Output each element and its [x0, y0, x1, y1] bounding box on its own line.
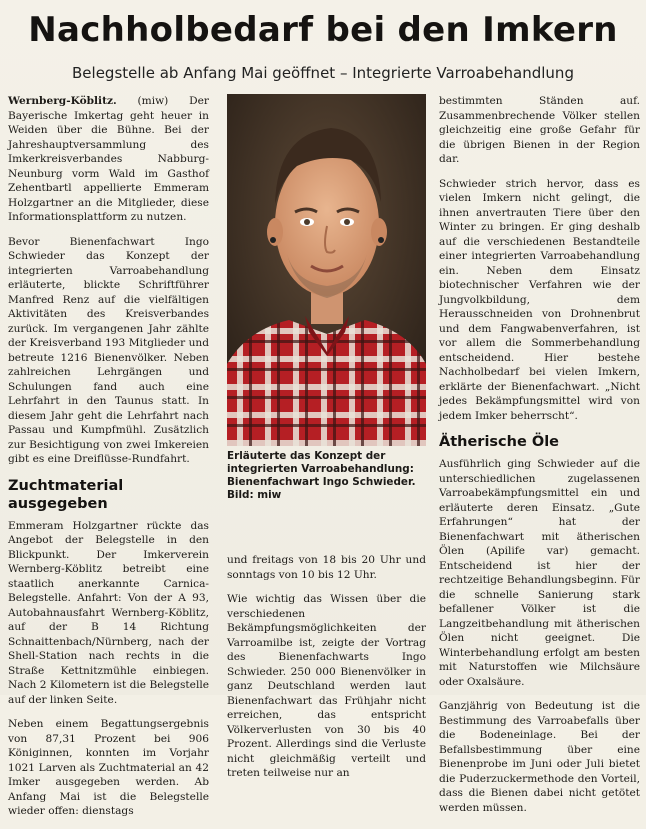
paragraph: Wie wichtig das Wissen über die verschiedenen Bekämpfungsmöglichkeiten der Varroamilbe ist, zeigte der Vortrag des Bienenfachwarts Ingo Schwieder. 250 000 Bienenvölker in ganz Deutschland werden laut Bienenfachwart das Frühjahr nicht erreichen, das entspricht Völkerverlusten von 30 bis 40 Prozent. Allerdings sind die Verluste nicht gleichmäßig verteilt und treten teilweise nur an — [227, 593, 426, 779]
photo-caption: Erläuterte das Konzept der integrierten Varroabehandlung: Bienenfachwart Ingo Schwieder. Bild: miw — [227, 450, 416, 501]
paragraph — [8, 94, 209, 225]
paragraph: bestimmten Ständen auf. Zusammenbrechende Völker stellen gleichzeitig eine große Gefahr für die übrigen Bienen in der Region dar. — [439, 95, 640, 165]
column-3 — [439, 94, 640, 825]
portrait-illustration — [227, 94, 426, 446]
paragraph: Ausführlich ging Schwieder auf die unterschiedlichen zugelassenen Varroabekämpfungsmittel ein und erläuterte deren Einsatz. „Gute Erfahrungen“ hat der Bienenfachwart mit ätherischen Ölen (Apilife var) gemacht. Entscheidend ist hier der rechtzeitige Behandlungsbeginn. Für die schnelle Sanierung stark befallener Völker ist die Langzeitbehandlung mit ätherischen Ölen nicht geeignet. Die Winterbehandlung erfolgt am besten mit Naturstoffen wie Milchsäure oder Oxalsäure. — [439, 458, 640, 688]
paragraph: Emmeram Holzgartner rückte das Angebot der Belegstelle in den Blickpunkt. Der Imkerverein Wernberg-Köblitz betreibt eine staatlich anerkannte Carnica-Belegstelle. Anfahrt: Von der A 93, Autobahnausfahrt Wernberg-Köblitz, auf der B 14 Richtung Schnaittenbach/Nürnberg, nach der Shell-Station nach rechts in die Straße Kettnitzmühle einbiegen. Nach 2 Kilometern ist die Belegstelle auf der linken Seite. — [8, 519, 209, 706]
section-heading: Ätherische Öle — [439, 434, 559, 450]
column-2 — [227, 553, 426, 791]
paragraph: Bevor Bienenfachwart Ingo Schwieder das Konzept der integrierten Varroabehandlung erläuterte, blickte Schriftführer Manfred Renz auf die vielfältigen Aktivitäten des Kreisverbandes zurück. Im vergangenen Jahr zählte der Kreisverband 193 Mitglieder und betreute 1216 Bienenvölker. Neben zahlreichen Lehrgängen und Schulungen fand auch eine Lehrfahrt in den Taunus statt. In diesem Jahr geht die Lehrfahrt nach Passau und Kumpfmühl. Zusätzlich zur Besichtigung von zwei Imkereien gibt es eine Dreiflüsse-Rundfahrt. — [8, 235, 209, 465]
paragraph: Ganzjährig von Bedeutung ist die Bestimmung des Varroabefalls über die Bodeneinlage. Bei der Befallsbestimmung über eine Bienenprobe im Juni oder Juli bietet die Puderzuckermethode den Vorteil, dass die Bienen dabei nicht getötet werden müssen. — [439, 700, 640, 814]
portrait-photo — [227, 94, 426, 446]
paragraph-text: (miw) Der Bayerische Imkertag geht heuer in Weiden über die Bühne. Bei der Jahreshauptversammlung des Imkerkreisverbandes Nabburg-Neunburg vorm Wald im Gasthof Zehentbartl appellierte Emmeram Holzgartner an die Mitglieder, diese Informationsplattform zu nutzen. — [8, 95, 209, 223]
paragraph: Schwieder strich hervor, dass es vielen Imkern nicht gelingt, die ihnen anvertrauten Tiere über den Winter zu bringen. Er ging deshalb auf die verschiedenen Bestandteile einer integrierten Varroabehandlung ein. Neben dem Einsatz biotechnischer Verfahren wie der Jungvolkbildung, dem Herausschneiden von Drohnenbrut und dem Fangwabenverfahren, ist vor allem die Sommerbehandlung entscheidend. Hier bestehe Nachholbedarf bei vielen Imkern, erklärte der Bienenfachwart. „Nicht jedes Bekämpfungsmittel wird von jedem Imker beherrscht“. — [439, 177, 640, 422]
headline: Nachholbedarf bei den Imkern — [28, 10, 618, 50]
paragraph: Neben einem Begattungsergebnis von 87,31 Prozent bei 906 Königinnen, konnten im Vorjahr 1021 Larven als Zuchtmaterial an 42 Imker ausgegeben werden. Ab Anfang Mai ist die Belegstelle wieder offen: dienstags — [8, 718, 209, 817]
section-heading: Zuchtmaterial ausgegeben — [8, 477, 124, 512]
paragraph: und freitags von 18 bis 20 Uhr und sonntags von 10 bis 12 Uhr. — [227, 554, 426, 581]
dateline: Wernberg-Köblitz. — [8, 95, 117, 107]
subheadline: Belegstelle ab Anfang Mai geöffnet – Integrierte Varroabehandlung — [72, 64, 574, 82]
column-1 — [8, 94, 209, 829]
